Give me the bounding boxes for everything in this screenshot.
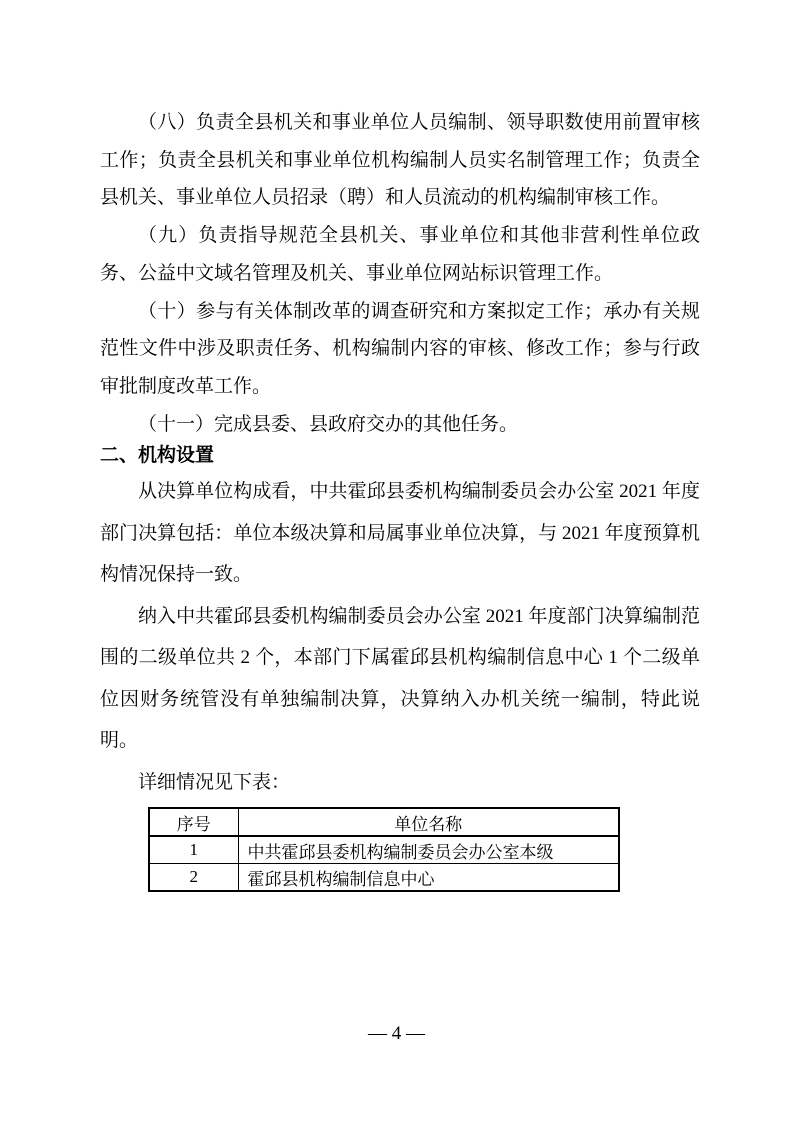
paragraph-duty-9: （九）负责指导规范全县机关、事业单位和其他非营利性单位政务、公益中文域名管理及机关、事业单位网站标识管理工作。 (100, 225, 700, 284)
table-cell-seq: 2 (149, 864, 238, 892)
table-cell-seq: 1 (149, 836, 238, 864)
document-content (100, 104, 700, 892)
table-cell-unit-name: 中共霍邱县委机构编制委员会办公室本级 (238, 836, 619, 864)
table-row (149, 864, 619, 892)
paragraph-duty-10: （十）参与有关体制改革的调查研究和方案拟定工作；承办有关规范性文件中涉及职责任务、机构编制内容的审核、修改工作；参与行政审批制度改革工作。 (100, 300, 700, 397)
paragraph-table-intro: 详细情况见下表： (138, 771, 291, 793)
paragraph-duty-8: （八）负责全县机关和事业单位人员编制、领导职数使用前置审核工作；负责全县机关和事业单位机构编制人员实名制管理工作；负责全县机关、事业单位人员招录（聘）和人员流动的机构编制审核工作。 (100, 112, 700, 209)
table-header-seq: 序号 (149, 808, 238, 836)
table-cell-unit-name: 霍邱县机构编制信息中心 (238, 864, 619, 892)
paragraph-secondary-units-note: 纳入中共霍邱县委机构编制委员会办公室 2021 年度部门决算编制范围的二级单位共 2 个，本部门下属霍邱县机构编制信息中心 1 个二级单位因财务统管没有单独编制决算，决算纳入办机关统一编制，特此说明。 (100, 605, 700, 752)
section-heading-organization-setup: 二、机构设置 (100, 445, 215, 467)
table-header-unit-name: 单位名称 (238, 808, 619, 836)
table-header-row (149, 808, 619, 836)
paragraph-final-accounts-composition: 从决算单位构成看，中共霍邱县委机构编制委员会办公室 2021 年度部门决算包括：单位本级决算和局属事业单位决算，与 2021 年度预算机构情况保持一致。 (100, 481, 700, 586)
units-table (148, 807, 620, 892)
paragraph-duty-11: （十一）完成县委、县政府交办的其他任务。 (138, 413, 519, 435)
table-row (149, 836, 619, 864)
page-number: — 4 — (368, 1023, 425, 1044)
